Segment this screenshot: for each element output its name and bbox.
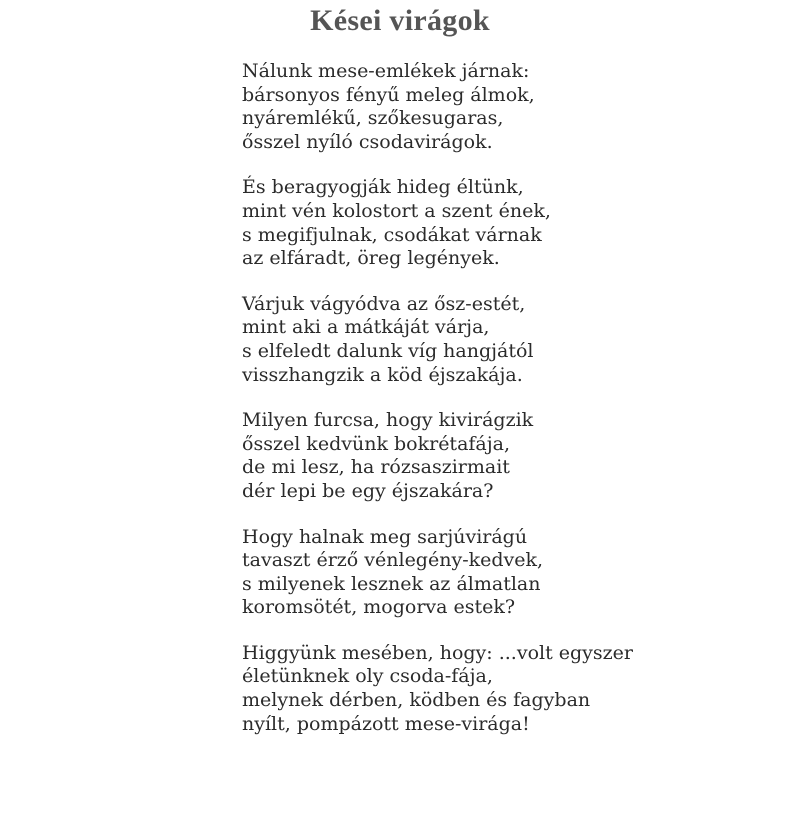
poem-line: Milyen furcsa, hogy kivirágzik: [242, 409, 534, 432]
poem-title: Kései virágok: [310, 4, 490, 37]
poem-line: s megifjulnak, csodákat várnak: [242, 223, 542, 246]
poem-line: Hogy halnak meg sarjúvirágú: [242, 525, 528, 548]
poem-line: s elfeledt dalunk víg hangjától: [242, 339, 534, 362]
poem-body: [242, 60, 762, 758]
stanza: [242, 526, 762, 620]
poem-line: Higgyünk mesében, hogy: ...volt egyszer: [242, 641, 633, 664]
poem-line: Várjuk vágyódva az ősz-estét,: [242, 292, 526, 315]
poem-line: s milyenek lesznek az álmatlan: [242, 572, 541, 595]
poem-line: de mi lesz, ha rózsaszirmait: [242, 456, 510, 479]
poem-line: tavaszt érző vénlegény-kedvek,: [242, 549, 544, 572]
poem-line: melynek dérben, ködben és fagyban: [242, 689, 591, 712]
poem-line: nyílt, pompázott mese-virága!: [242, 712, 530, 735]
poem-line: visszhangzik a köd éjszakája.: [242, 363, 523, 386]
poem-line: ősszel kedvünk bokrétafája,: [242, 432, 511, 455]
poem-line: ősszel nyíló csodavirágok.: [242, 130, 493, 153]
poem-line: életünknek oly csoda-fája,: [242, 665, 493, 688]
poem-line: mint vén kolostort a szent ének,: [242, 199, 551, 222]
stanza: [242, 293, 762, 387]
stanza: [242, 60, 762, 154]
poem-line: És beragyogják hideg éltünk,: [242, 176, 524, 199]
poem-line: mint aki a mátkáját várja,: [242, 316, 490, 339]
poem-line: koromsötét, mogorva estek?: [242, 596, 516, 619]
stanza: [242, 409, 762, 503]
poem-line: dér lepi be egy éjszakára?: [242, 479, 494, 502]
stanza: [242, 642, 762, 736]
poem-line: Nálunk mese-emlékek járnak:: [242, 60, 530, 82]
stanza: [242, 176, 762, 270]
poem-line: az elfáradt, öreg legények.: [242, 247, 500, 270]
poem-line: nyáremlékű, szőkesugaras,: [242, 107, 504, 130]
poem-line: bársonyos fényű meleg álmok,: [242, 83, 535, 106]
